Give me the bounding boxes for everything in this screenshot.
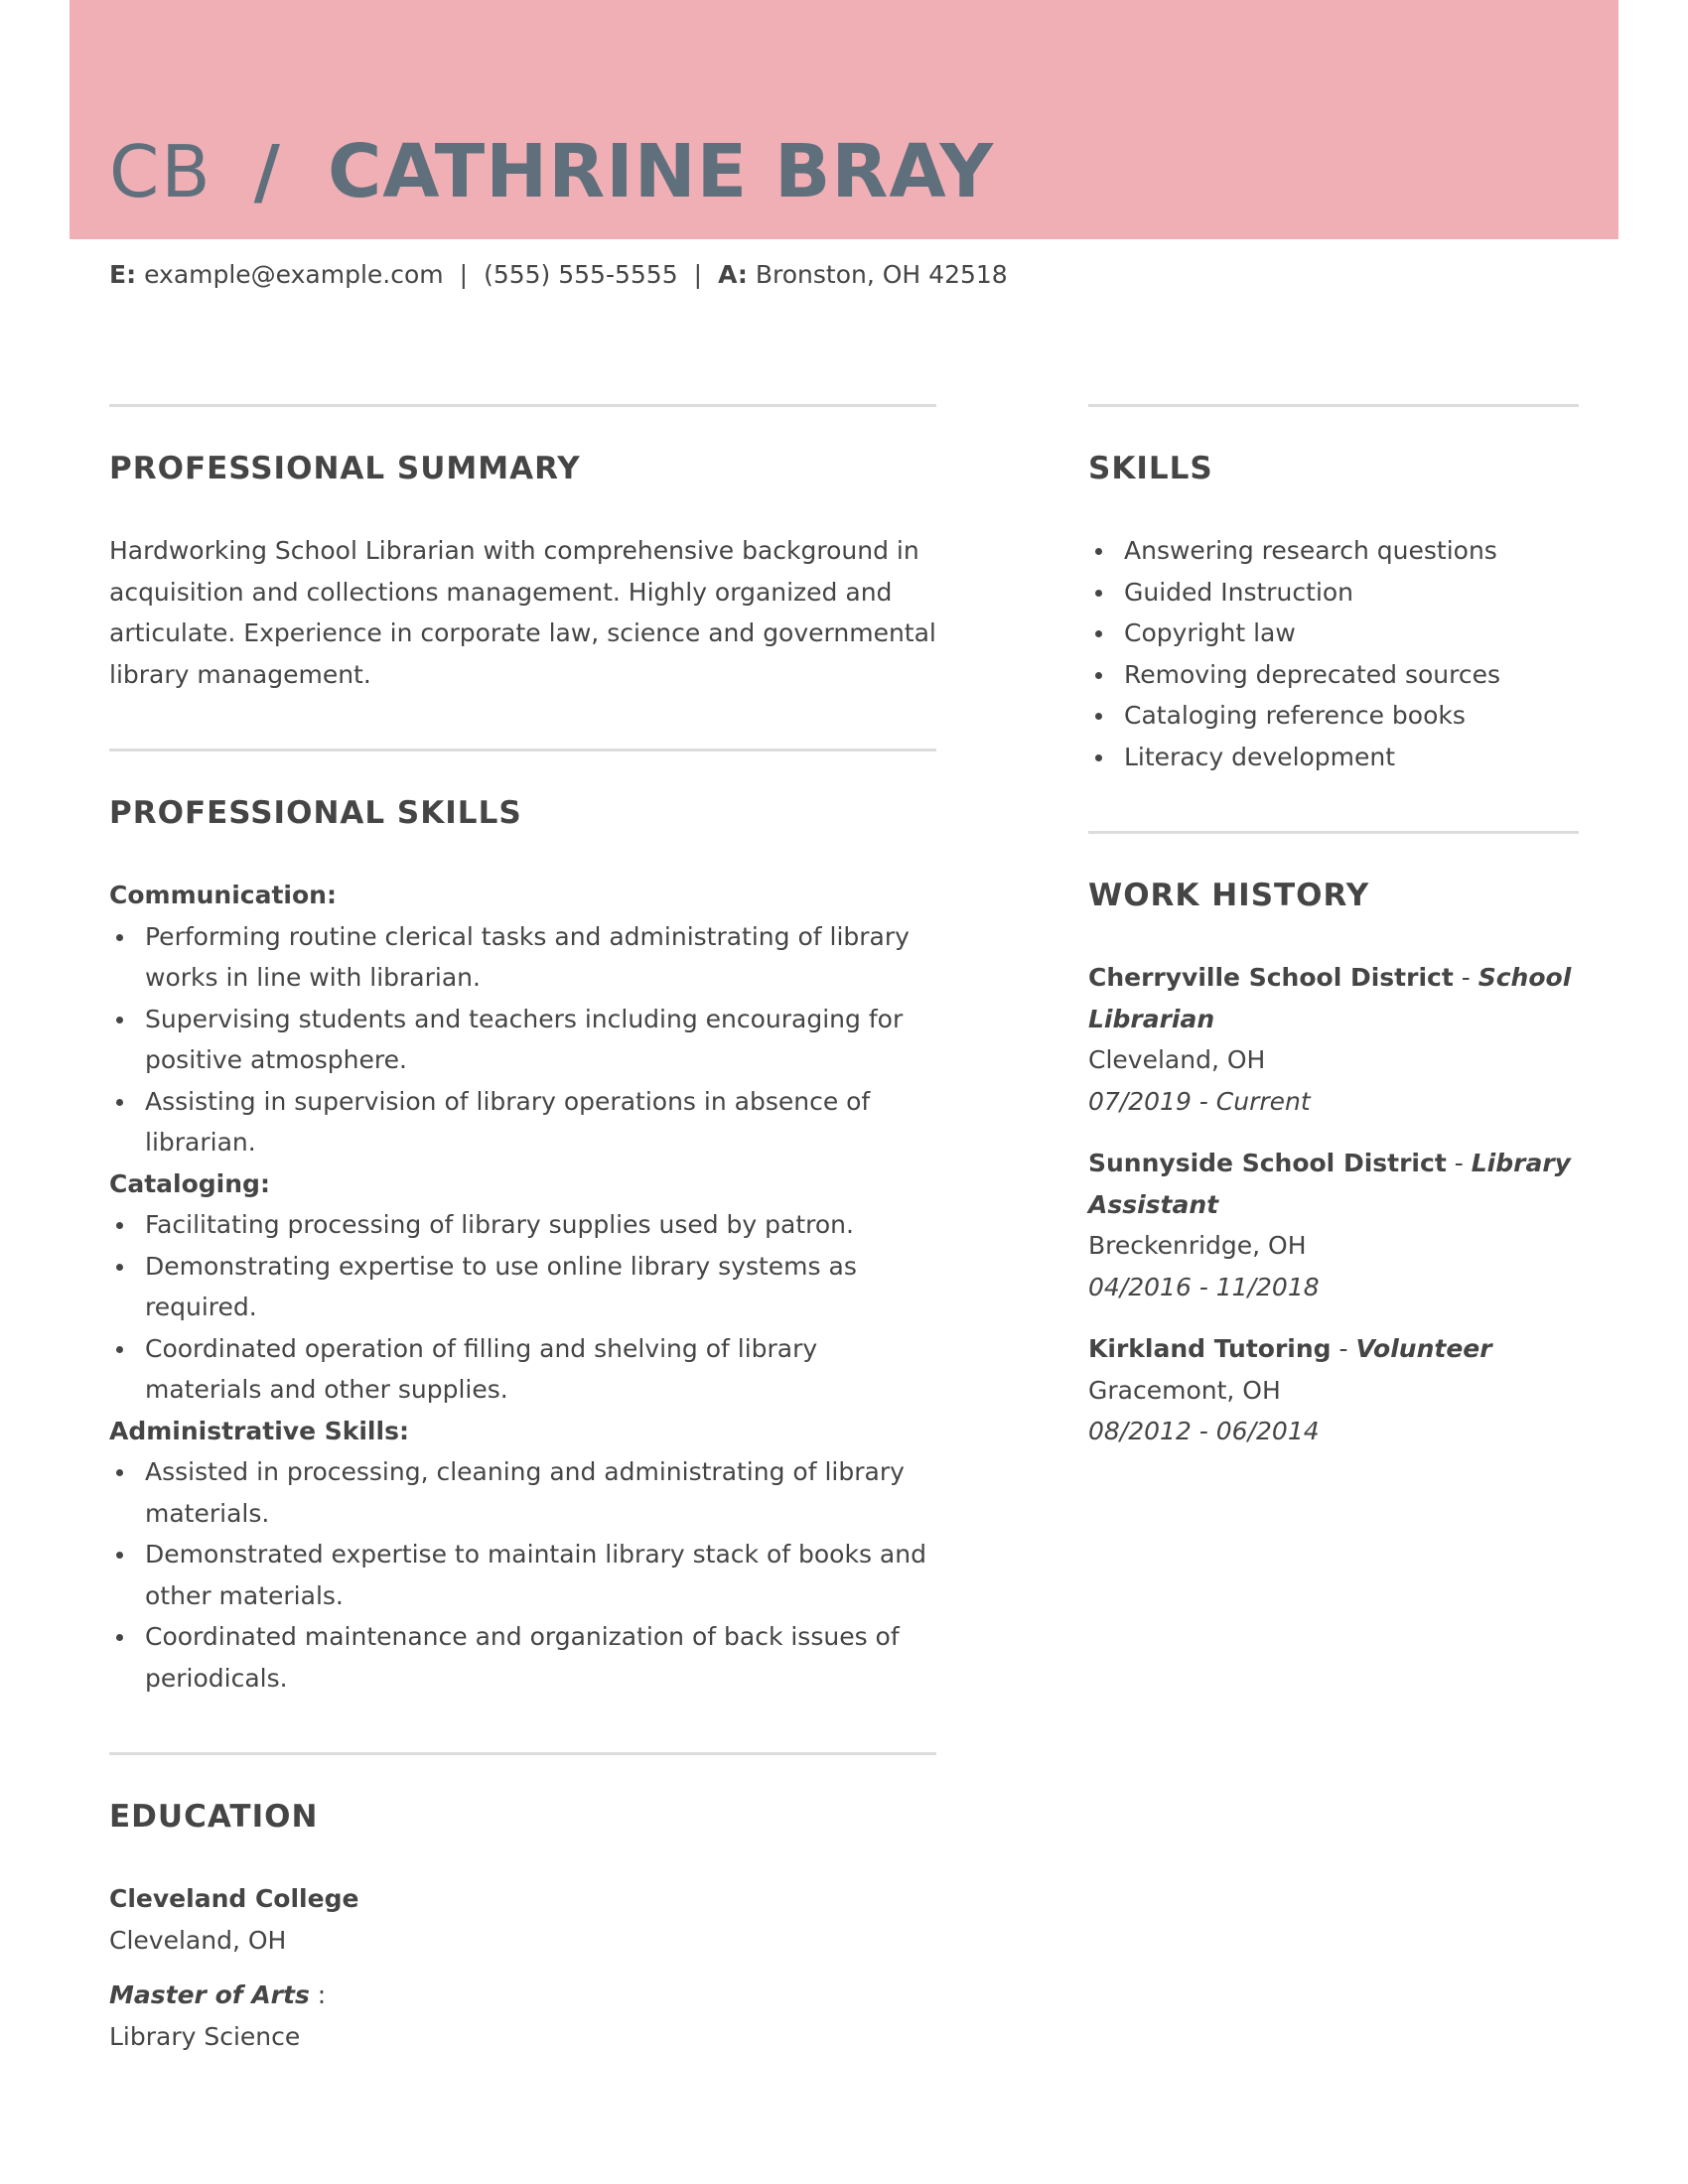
job-company: Kirkland Tutoring (1088, 1334, 1332, 1363)
section-title: PROFESSIONAL SUMMARY (109, 451, 581, 486)
skill-group-list (109, 1451, 936, 1699)
address: Bronston, OH 42518 (755, 260, 1008, 289)
degree-separator: : (317, 1980, 327, 2009)
job-company: Sunnyside School District (1088, 1149, 1447, 1177)
list-item: Performing routine clerical tasks and administrating of library works in line with librarian. (109, 916, 936, 999)
education-field: Library Science (109, 2021, 301, 2051)
section-title: EDUCATION (109, 1799, 319, 1835)
job-entry (1088, 1143, 1579, 1307)
job-dates: 08/2012 - 06/2014 (1088, 1417, 1320, 1445)
job-dash: - (1338, 1334, 1348, 1363)
skill-group-title: Administrative Skills: (109, 1416, 409, 1445)
professional-skills-section (109, 749, 936, 1752)
list-item: Removing deprecated sources (1088, 654, 1579, 696)
full-name: CATHRINE BRAY (327, 129, 995, 214)
skill-group-list (109, 916, 936, 1163)
skill-group-title: Cataloging: (109, 1168, 270, 1198)
skill-group (109, 1411, 936, 1700)
list-item: Copyright law (1088, 613, 1579, 654)
phone[interactable]: (555) 555-5555 (484, 260, 678, 289)
skills-list (1088, 530, 1579, 777)
job-title: Library Assistant (1088, 1149, 1571, 1219)
job-entry (1088, 957, 1579, 1122)
skill-group-list (109, 1204, 936, 1411)
job-dash: - (1454, 1149, 1464, 1177)
name-heading (109, 127, 994, 216)
contact-separator: | (459, 260, 469, 289)
section-title: SKILLS (1088, 451, 1213, 486)
education-location: Cleveland, OH (109, 1925, 287, 1955)
list-item: Demonstrated expertise to maintain library stack of books and other materials. (109, 1534, 936, 1616)
job-header (1088, 1143, 1579, 1225)
skill-group (109, 875, 936, 1163)
contact-line (109, 260, 1008, 289)
left-column (109, 404, 936, 2111)
list-item: Answering research questions (1088, 530, 1579, 572)
list-item: Literacy development (1088, 737, 1579, 778)
list-item: Supervising students and teachers including encouraging for positive atmosphere. (109, 999, 936, 1081)
job-entry (1088, 1328, 1579, 1452)
skill-group-title: Communication: (109, 881, 337, 909)
list-item: Assisting in supervision of library operations in absence of librarian. (109, 1081, 936, 1163)
job-location: Gracemont, OH (1088, 1375, 1281, 1405)
job-title: Volunteer (1355, 1334, 1492, 1363)
job-header (1088, 1328, 1579, 1370)
skills-section (1088, 404, 1579, 831)
list-item: Coordinated maintenance and organization of back issues of periodicals. (109, 1616, 936, 1699)
name-divider: / (253, 130, 280, 213)
list-item: Guided Instruction (1088, 572, 1579, 614)
skill-group (109, 1163, 936, 1411)
email[interactable]: example@example.com (144, 260, 444, 289)
job-location: Breckenridge, OH (1088, 1231, 1307, 1260)
education-school: Cleveland College (109, 1884, 359, 1913)
summary-section (109, 404, 936, 749)
section-title: WORK HISTORY (1088, 878, 1370, 913)
list-item: Coordinated operation of filling and shelving of library materials and other supplies. (109, 1328, 936, 1411)
job-header (1088, 957, 1579, 1039)
list-item: Facilitating processing of library supplies used by patron. (109, 1204, 936, 1246)
job-title: School Librarian (1088, 963, 1572, 1033)
list-item: Assisted in processing, cleaning and administrating of library materials. (109, 1451, 936, 1534)
section-title: PROFESSIONAL SKILLS (109, 795, 522, 831)
job-company: Cherryville School District (1088, 963, 1454, 992)
address-label: A: (718, 260, 748, 289)
education-degree-line (109, 1975, 936, 2016)
job-dates: 04/2016 - 11/2018 (1088, 1272, 1320, 1301)
job-location: Cleveland, OH (1088, 1045, 1266, 1074)
list-item: Demonstrating expertise to use online library systems as required. (109, 1246, 936, 1328)
education-degree: Master of Arts (109, 1980, 310, 2009)
job-dates: 07/2019 - Current (1088, 1086, 1311, 1116)
contact-separator: | (693, 260, 703, 289)
initials: CB (109, 130, 212, 213)
job-dash: - (1461, 963, 1471, 992)
work-history-section (1088, 831, 1579, 1527)
education-section (109, 1752, 936, 2111)
summary-text: Hardworking School Librarian with comprehensive background in acquisition and collections management. Highly organized and articulate. Experience in corporate law, science and governmental library management. (109, 536, 936, 689)
list-item: Cataloging reference books (1088, 695, 1579, 737)
email-label: E: (109, 260, 137, 289)
right-column (1088, 404, 1579, 1527)
